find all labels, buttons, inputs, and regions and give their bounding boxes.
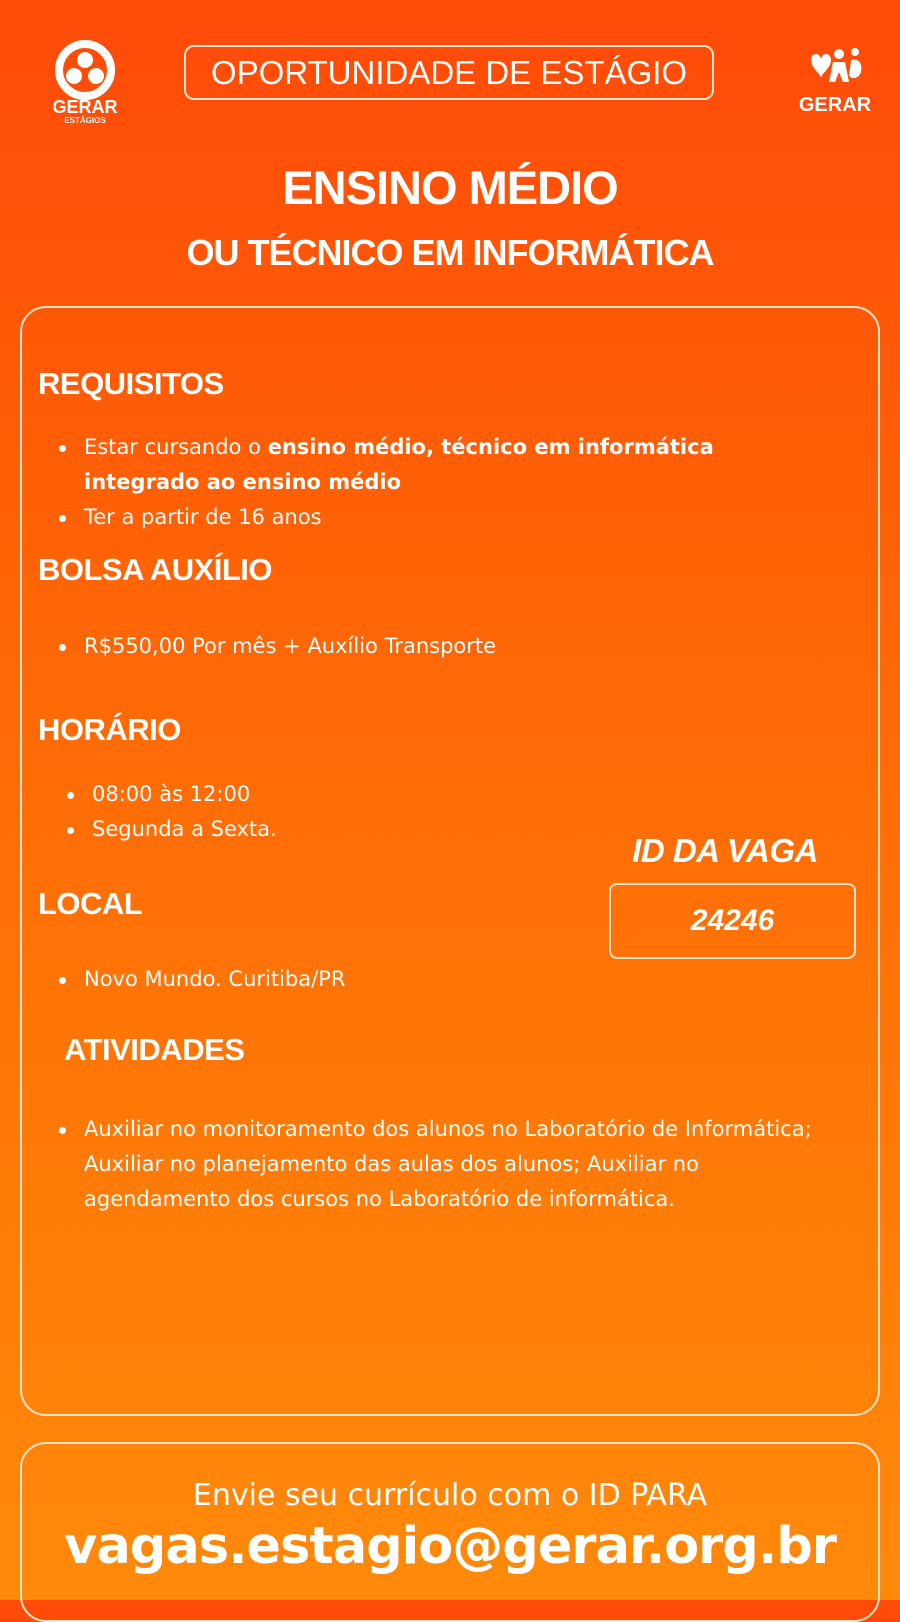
list-item xyxy=(48,777,548,812)
list-item xyxy=(40,629,820,664)
horario-item-1: 08:00 às 12:00 xyxy=(92,782,251,806)
cta-text: Envie seu currículo com o ID PARA xyxy=(192,1478,708,1513)
cta-email[interactable]: vagas.estagio@gerar.org.br xyxy=(64,1517,836,1576)
horario-list xyxy=(48,777,548,847)
gerar-estagios-logo-mark xyxy=(55,40,115,100)
horario-item-2: Segunda a Sexta. xyxy=(92,817,277,841)
gerar-estagios-logo xyxy=(40,40,130,130)
local-list xyxy=(40,962,540,997)
vaga-id-value: 24246 xyxy=(609,883,856,959)
people-hearts-icon xyxy=(803,46,867,90)
horario-heading: HORÁRIO xyxy=(38,712,181,747)
requisitos-item-2: Ter a partir de 16 anos xyxy=(84,505,322,529)
atividades-list xyxy=(40,1112,840,1217)
gerar-logo xyxy=(785,46,885,126)
logo-left-name: GERAR xyxy=(52,97,118,117)
local-heading: LOCAL xyxy=(38,886,143,921)
atividades-heading: ATIVIDADES xyxy=(64,1032,245,1067)
list-item xyxy=(40,1112,840,1217)
bolsa-heading: BOLSA AUXÍLIO xyxy=(38,552,273,587)
list-item xyxy=(40,500,820,535)
list-item xyxy=(48,812,548,847)
vaga-id-label: ID DA VAGA xyxy=(632,832,818,869)
bolsa-list xyxy=(40,629,820,664)
bolsa-item-1: R$550,00 Por mês + Auxílio Transporte xyxy=(84,634,497,658)
requisitos-list xyxy=(40,430,820,535)
requisitos-heading: REQUISITOS xyxy=(38,366,224,401)
title-line-2: OU TÉCNICO EM INFORMÁTICA xyxy=(186,232,714,273)
title-line-1: ENSINO MÉDIO xyxy=(282,161,618,214)
list-item xyxy=(40,962,540,997)
logo-right-name: GERAR xyxy=(798,94,872,116)
opportunity-badge: OPORTUNIDADE DE ESTÁGIO xyxy=(184,45,714,100)
requisitos-item-1-bold: ensino médio, técnico em informática integrado ao ensino médio xyxy=(84,435,714,494)
requisitos-item-1-prefix: Estar cursando o xyxy=(84,435,268,459)
logo-left-sub: ESTÁGIOS xyxy=(64,116,106,125)
local-item-1: Novo Mundo. Curitiba/PR xyxy=(84,967,346,991)
list-item xyxy=(40,430,820,500)
atividades-item-1: Auxiliar no monitoramento dos alunos no Laboratório de Informática; Auxiliar no planejamento das aulas dos alunos; Auxiliar no agendamento dos cursos no Laboratório de informática. xyxy=(84,1117,812,1211)
